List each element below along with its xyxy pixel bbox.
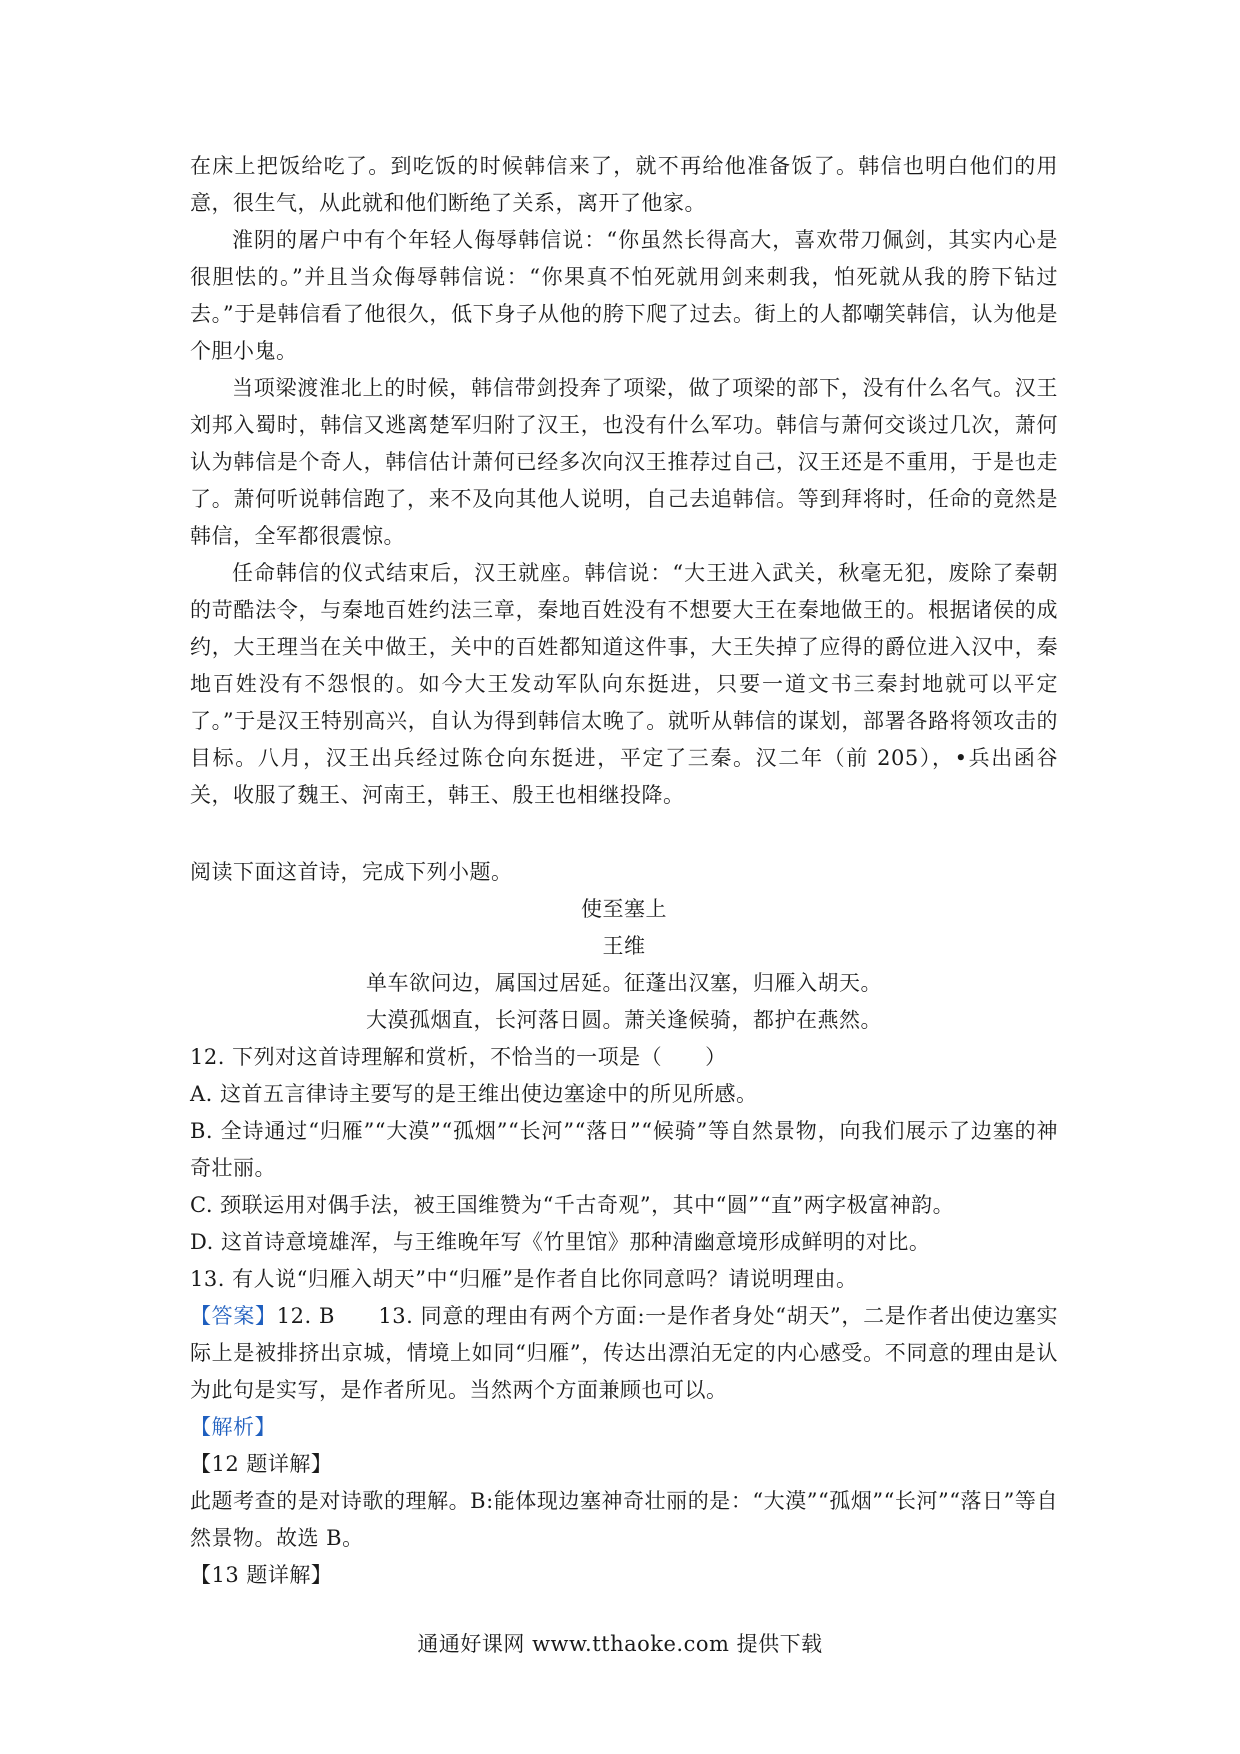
q12-detail-heading: 【12 题详解】 xyxy=(190,1452,333,1476)
poem-line-1: 单车欲问边，属国过居延。征蓬出汉塞，归雁入胡天。 xyxy=(366,971,882,995)
poem-title: 使至塞上 xyxy=(581,897,667,921)
answer-tag: 【答案】 xyxy=(190,1304,277,1328)
passage-paragraph-1: 在床上把饭给吃了。到吃饭的时候韩信来了，就不再给他准备饭了。韩信也明白他们的用意，很生气，从此就和他们断绝了关系，离开了他家。 xyxy=(190,154,1058,215)
q13-detail-heading: 【13 题详解】 xyxy=(190,1563,333,1587)
answer-text: 12. B 13. 同意的理由有两个方面:一是作者身处“胡天”，二是作者出使边塞实际上是被排挤出京城，情境上如同“归雁”，传达出漂泊无定的内心感受。不同意的理由是认为此句是实写，是作者所见。当然两个方面兼顾也可以。 xyxy=(190,1304,1059,1402)
question-13: 13. 有人说“归雁入胡天”中“归雁”是作者自比你同意吗？请说明理由。 xyxy=(190,1267,858,1291)
passage-paragraph-4: 任命韩信的仪式结束后，汉王就座。韩信说：“大王进入武关，秋毫无犯，废除了秦朝的苛酷法令，与秦地百姓约法三章，秦地百姓没有不想要大王在秦地做王的。根据诸侯的成约，大王理当在关中做王，关中的百姓都知道这件事，大王失掉了应得的爵位进入汉中，秦地百姓没有不怨恨的。如今大王发动军队向东挺进，只要一道文书三秦封地就可以平定了。”于是汉王特别高兴，自认为得到韩信太晚了。就听从韩信的谋划，部署各路将领攻击的目标。八月，汉王出兵经过陈仓向东挺进，平定了三秦。汉二年（前 205），•兵出函谷关，收服了魏王、河南王，韩王、殷王也相继投降。 xyxy=(190,561,1058,807)
passage-paragraph-3: 当项梁渡淮北上的时候，韩信带剑投奔了项梁，做了项梁的部下，没有什么名气。汉王刘邦入蜀时，韩信又逃离楚军归附了汉王，也没有什么军功。韩信与萧何交谈过几次，萧何认为韩信是个奇人，韩信估计萧何已经多次向汉王推荐过自己，汉王还是不重用，于是也走了。萧何听说韩信跑了，来不及向其他人说明，自己去追韩信。等到拜将时，任命的竟然是韩信，全军都很震惊。 xyxy=(190,376,1058,548)
analysis-tag-line xyxy=(190,1409,1058,1446)
passage-paragraph-2: 淮阴的屠户中有个年轻人侮辱韩信说：“你虽然长得高大，喜欢带刀佩剑，其实内心是很胆怯的。”并且当众侮辱韩信说：“你果真不怕死就用剑来刺我，怕死就从我的胯下钻过去。”于是韩信看了他很久，低下身子从他的胯下爬了过去。街上的人都嘲笑韩信，认为他是个胆小鬼。 xyxy=(190,228,1058,363)
option-b: B. 全诗通过“归雁”“大漠”“孤烟”“长河”“落日”“候骑”等自然景物，向我们展示了边塞的神奇壮丽。 xyxy=(190,1119,1058,1180)
poem-author: 王维 xyxy=(602,934,646,958)
answer-block xyxy=(190,1298,1058,1409)
option-a: A. 这首五言律诗主要写的是王维出使边塞途中的所见所感。 xyxy=(190,1082,758,1106)
document-body xyxy=(190,148,1058,1594)
poem-instruction: 阅读下面这首诗，完成下列小题。 xyxy=(190,860,513,884)
poem-line-2: 大漠孤烟直，长河落日圆。萧关逢候骑，都护在燕然。 xyxy=(366,1008,882,1032)
page-footer: 通通好课网 www.tthaoke.com 提供下载 xyxy=(417,1632,823,1656)
option-c: C. 颈联运用对偶手法，被王国维赞为“千古奇观”，其中“圆”“直”两字极富神韵。 xyxy=(190,1193,955,1217)
option-d: D. 这首诗意境雄浑，与王维晚年写《竹里馆》那种清幽意境形成鲜明的对比。 xyxy=(190,1230,931,1254)
analysis-tag: 【解析】 xyxy=(190,1415,276,1439)
section-gap xyxy=(190,814,1058,854)
question-12: 12. 下列对这首诗理解和赏析，不恰当的一项是（ ） xyxy=(190,1045,727,1069)
q12-detail-text: 此题考查的是对诗歌的理解。B:能体现边塞神奇壮丽的是：“大漠”“孤烟”“长河”“落日”等自然景物。故选 B。 xyxy=(190,1489,1058,1550)
